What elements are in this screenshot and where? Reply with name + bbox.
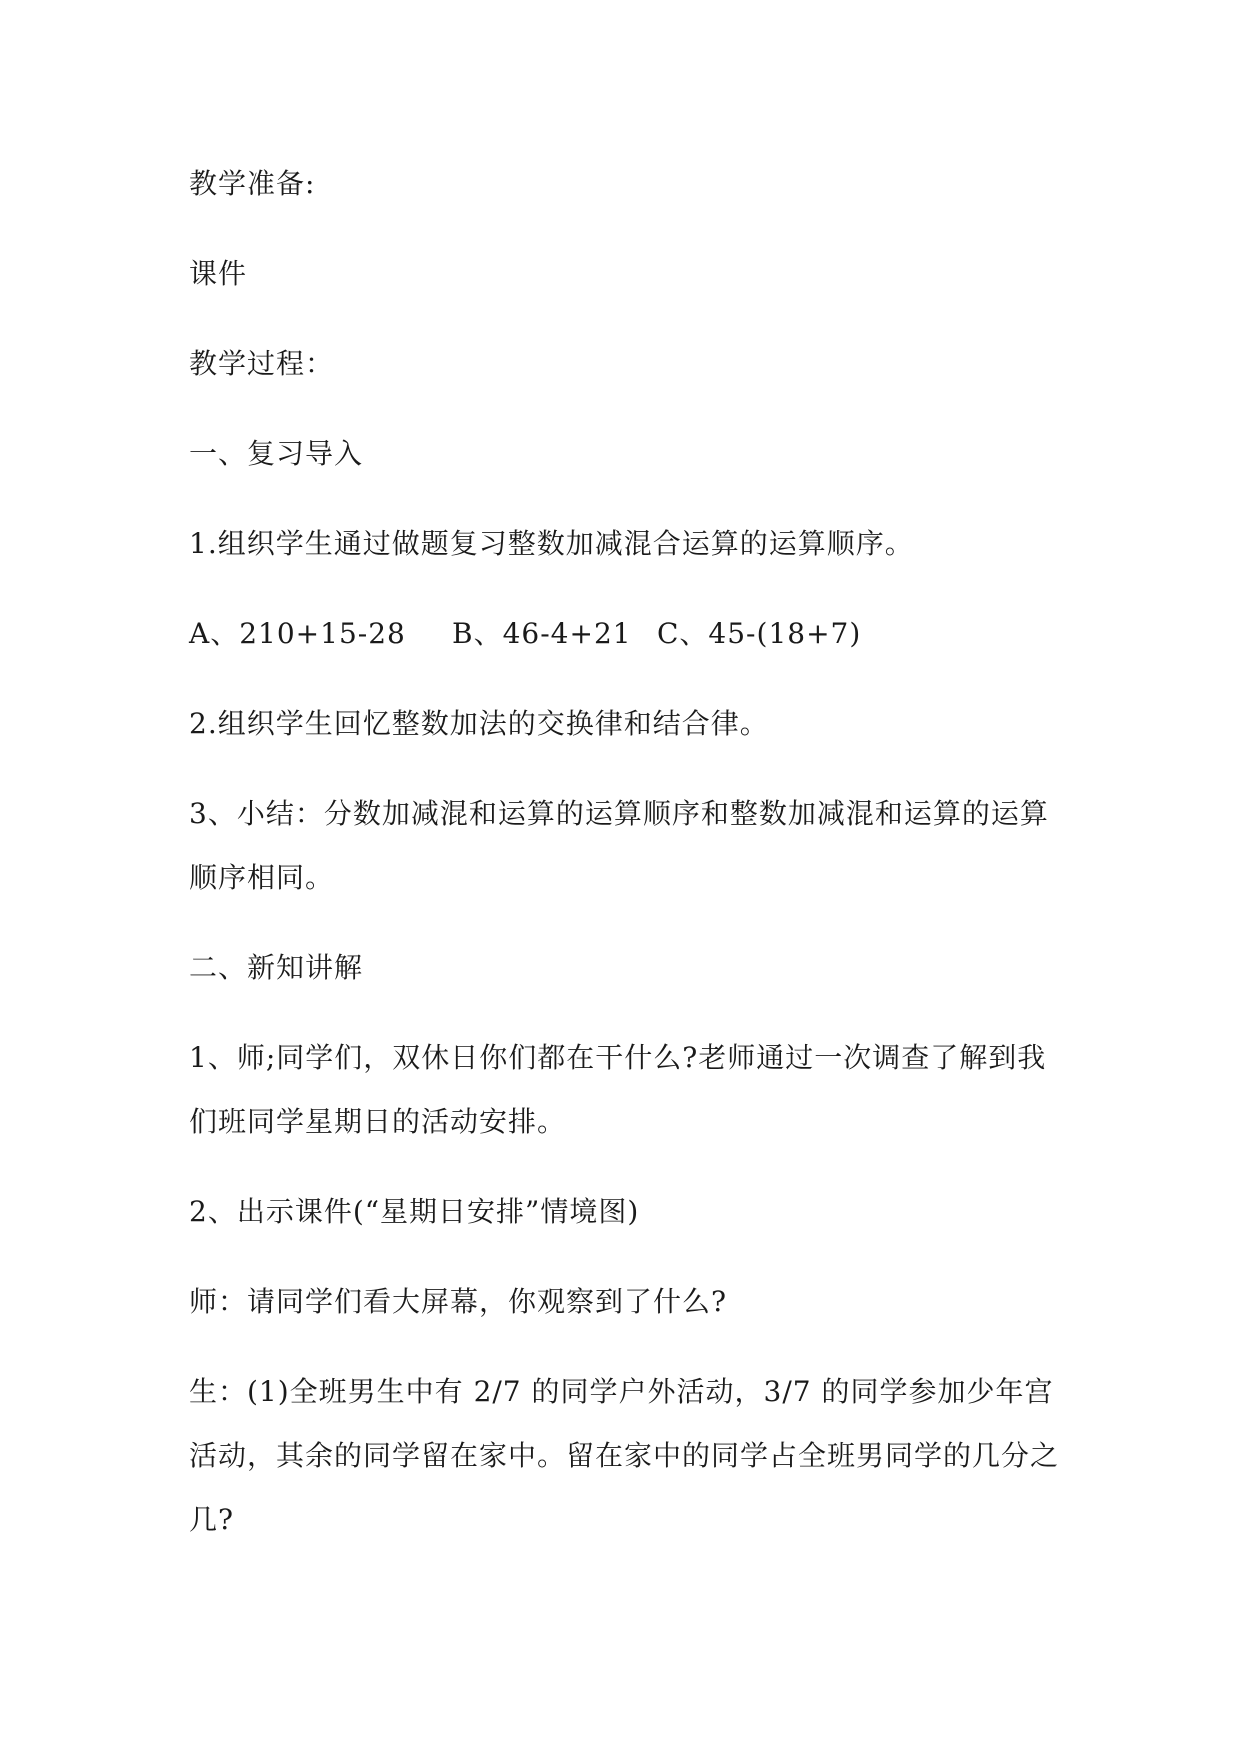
- review-item-1: 1.组织学生通过做题复习整数加减混合运算的运算顺序。: [189, 527, 914, 560]
- student-line-3: 几?: [189, 1503, 235, 1536]
- summary-line-1: 3、小结：分数加减混和运算的运算顺序和整数加减混和运算的运算: [189, 797, 1049, 830]
- process-heading: 教学过程：: [189, 347, 335, 380]
- student-line-2: 活动，其余的同学留在家中。留在家中的同学占全班男同学的几分之: [189, 1439, 1060, 1472]
- teacher-line: 师：请同学们看大屏幕，你观察到了什么?: [189, 1285, 728, 1318]
- exercise-a: A、210+15-28: [189, 617, 406, 650]
- exercise-c: C、45-(18+7): [657, 617, 862, 650]
- review-item-2: 2.组织学生回忆整数加法的交换律和结合律。: [189, 707, 769, 740]
- student-line-1: 生：(1)全班男生中有 2/7 的同学户外活动，3/7 的同学参加少年宫: [189, 1375, 1054, 1408]
- exercise-row: [189, 616, 861, 652]
- new-item-1-line-2: 们班同学星期日的活动安排。: [189, 1105, 567, 1138]
- summary-line-2: 顺序相同。: [189, 861, 335, 894]
- section2-heading: 二、新知讲解: [189, 951, 364, 984]
- new-item-1-line-1: 1、师;同学们，双休日你们都在干什么?老师通过一次调查了解到我: [189, 1041, 1047, 1074]
- exercise-b: B、46-4+21: [452, 617, 632, 650]
- prep-content: 课件: [189, 257, 248, 290]
- section1-heading: 一、复习导入: [189, 437, 364, 470]
- new-item-2: 2、出示课件(“星期日安排”情境图): [189, 1195, 640, 1228]
- prep-heading: 教学准备:: [189, 167, 316, 200]
